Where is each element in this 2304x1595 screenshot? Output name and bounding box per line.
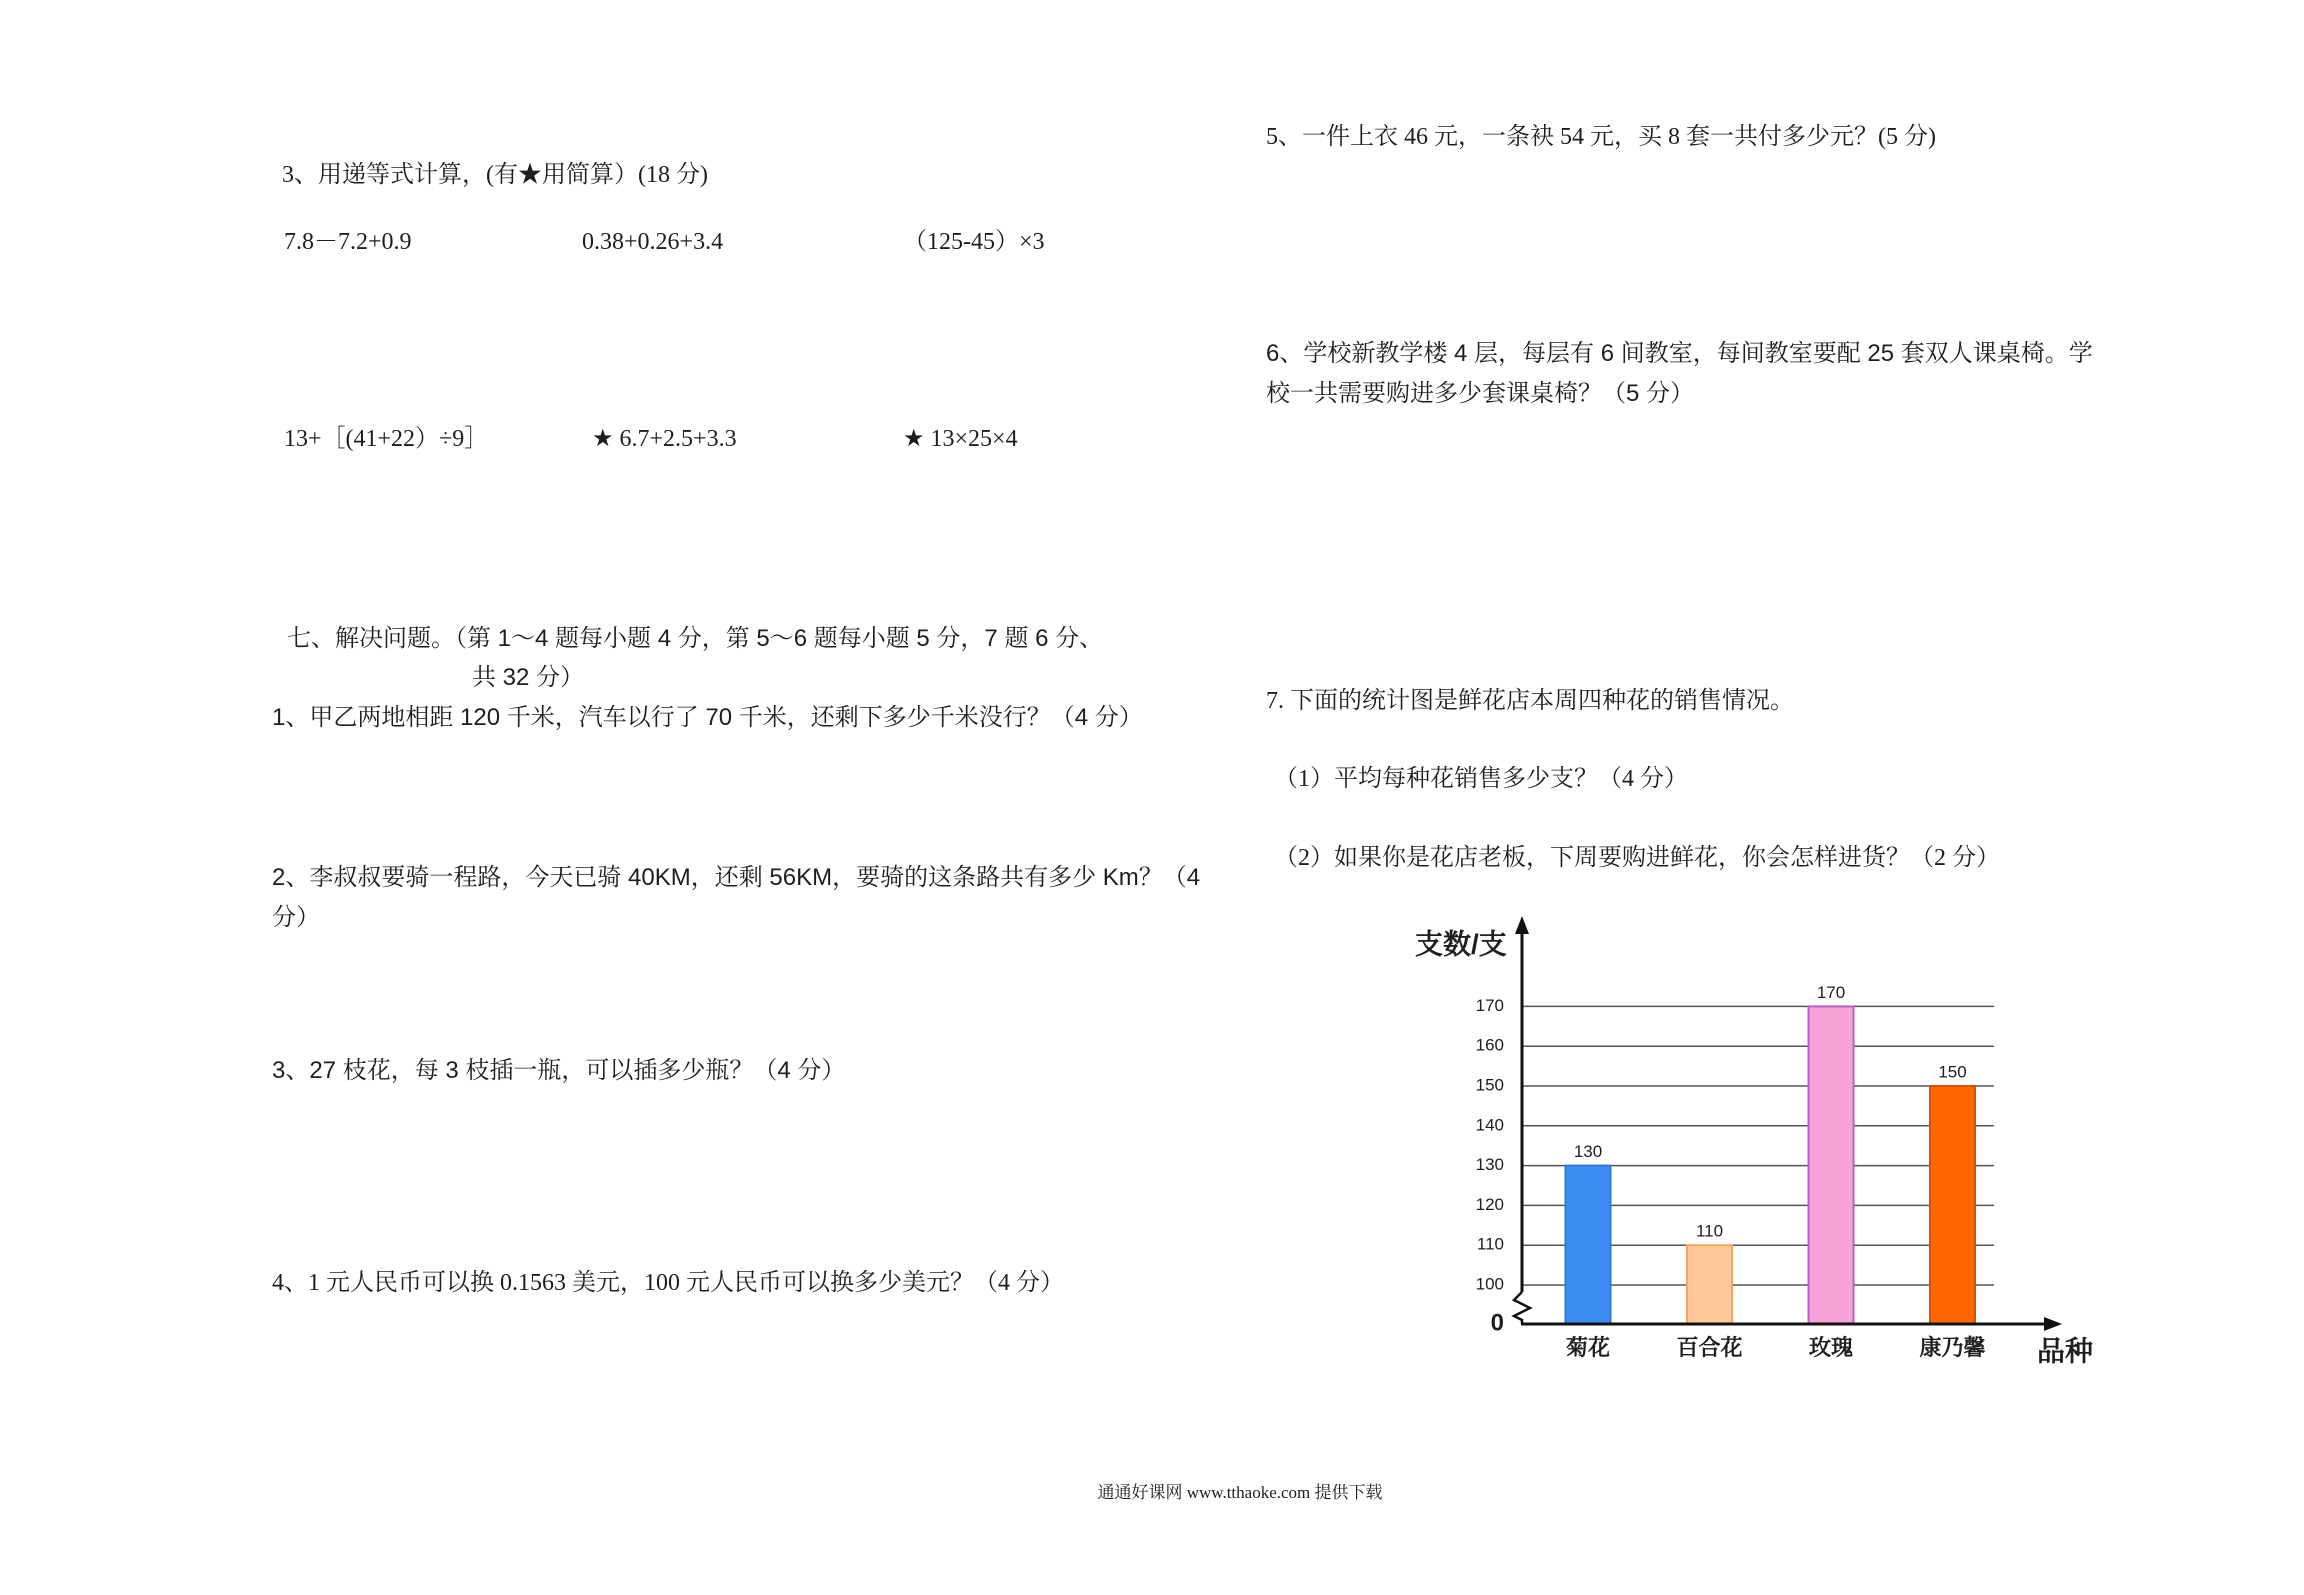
footer-credit: 通通好课网 www.tthaoke.com 提供下载 [1097, 1483, 1383, 1502]
y-axis [1514, 916, 1530, 1324]
y-axis-arrow [1515, 916, 1529, 934]
calc-expression: 13+［(41+22）÷9］ [284, 426, 489, 452]
bar-value-label: 110 [1695, 1221, 1724, 1241]
x-tick-label: 百合花 [1676, 1335, 1743, 1361]
y-tick-label: 120 [1475, 1194, 1504, 1214]
bar-value-label: 130 [1573, 1142, 1603, 1162]
bar-chart [1400, 910, 2120, 1380]
problem-7: 7. 下面的统计图是鲜花店本周四种花的销售情况。 [1266, 688, 1794, 714]
y-tick-label: 100 [1475, 1274, 1504, 1294]
x-axis-arrow [2044, 1317, 2062, 1331]
problem-1: 1、甲乙两地相距 120 千米，汽车以行了 70 千米，还剩下多少千米没行？（4 分） [272, 704, 1143, 731]
bar [1930, 1086, 1975, 1324]
problem-2: 2、李叔叔要骑一程路，今天已骑 40KM，还剩 56KM，要骑的这条路共有多少 Km？（4 [272, 864, 1201, 891]
x-tick-label: 玫瑰 [1808, 1335, 1854, 1361]
calc-expression: 7.8－7.2+0.9 [284, 229, 412, 255]
problem-6-cont: 校一共需要购进多少套课桌椅？（5 分） [1266, 380, 1695, 407]
x-tick-labels [1566, 1335, 1986, 1360]
calc-expression: （125-45）×3 [903, 229, 1045, 255]
problem-3: 3、27 枝花，每 3 枝插一瓶，可以插多少瓶？（4 分） [272, 1057, 846, 1084]
calc-section-heading: 3、用递等式计算，(有★用简算）(18 分) [282, 162, 708, 188]
y-axis-label: 支数/支 [1415, 928, 1507, 960]
y-tick-label: 0 [1490, 1309, 1504, 1337]
calc-expression: 0.38+0.26+3.4 [582, 229, 724, 255]
problem-7-part-1: （1）平均每种花销售多少支？（4 分） [1274, 766, 1688, 792]
y-tick-labels [1476, 996, 1504, 1336]
y-tick-label: 170 [1475, 995, 1504, 1015]
calc-expression-starred: ★ 6.7+2.5+3.3 [592, 426, 737, 452]
y-axis-break [1514, 1292, 1530, 1324]
problem-7-part-2: （2）如果你是花店老板，下周要购进鲜花，你会怎样进货？（2 分） [1274, 845, 2000, 871]
x-axis-label: 品种 [2037, 1335, 2094, 1367]
x-tick-label: 康乃馨 [1919, 1335, 1986, 1361]
y-tick-label: 130 [1475, 1155, 1504, 1175]
problem-section-heading: 七、解决问题。（第 1～4 题每小题 4 分，第 5～6 题每小题 5 分，7 题 6 分、 [287, 625, 1104, 652]
y-tick-label: 140 [1475, 1115, 1504, 1135]
y-tick-label: 150 [1475, 1075, 1504, 1095]
problem-4: 4、1 元人民币可以换 0.1563 美元，100 元人民币可以换多少美元？（4 分） [272, 1270, 1064, 1296]
problem-section-heading-cont: 共 32 分） [472, 664, 585, 691]
bar [1566, 1166, 1611, 1324]
problem-2-cont: 分） [272, 904, 320, 931]
bar-value-label: 170 [1816, 982, 1846, 1002]
y-tick-label: 110 [1476, 1234, 1504, 1254]
calc-expression-starred: ★ 13×25×4 [903, 426, 1018, 452]
bar [1809, 1006, 1854, 1324]
x-tick-label: 菊花 [1565, 1335, 1611, 1361]
bar-value-label: 150 [1938, 1062, 1967, 1082]
y-tick-label: 160 [1475, 1035, 1504, 1055]
bar [1687, 1245, 1732, 1324]
bar-value-labels [1574, 983, 1967, 1241]
problem-5: 5、一件上衣 46 元，一条袂 54 元，买 8 套一共付多少元？(5 分) [1266, 124, 1936, 150]
problem-6: 6、学校新教学楼 4 层，每层有 6 间教室，每间教室要配 25 套双人课桌椅。学 [1266, 340, 2093, 367]
